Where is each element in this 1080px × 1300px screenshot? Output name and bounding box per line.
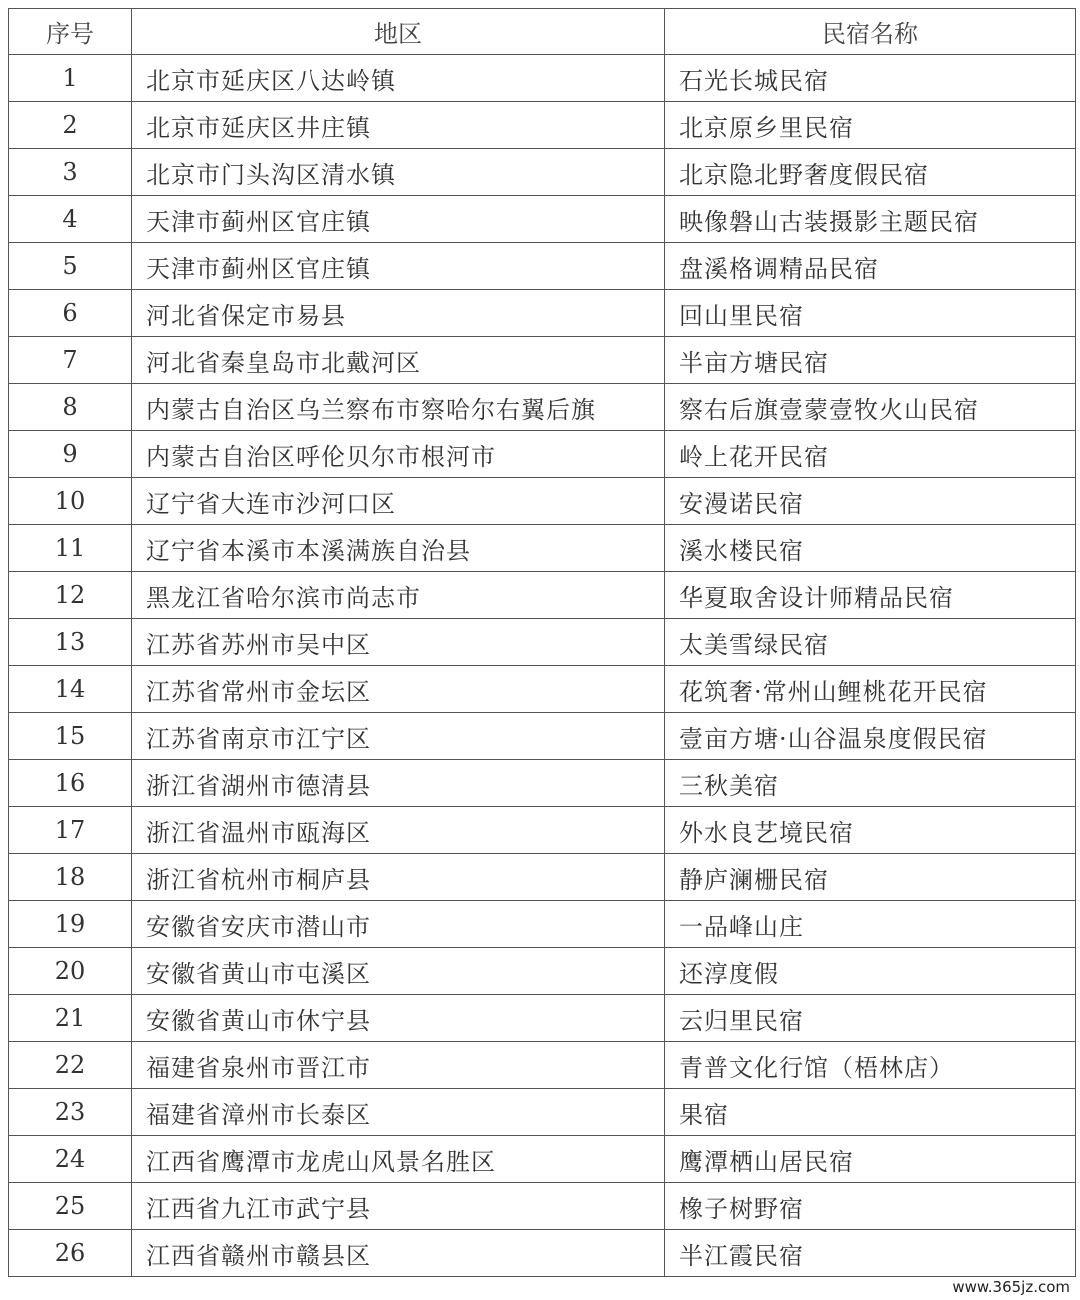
row-homestay-name-cell: 还淳度假 xyxy=(665,948,1076,995)
table-row xyxy=(9,337,1076,384)
row-homestay-name-cell: 一品峰山庄 xyxy=(665,901,1076,948)
table-row xyxy=(9,149,1076,196)
table-row xyxy=(9,948,1076,995)
row-index-cell: 10 xyxy=(9,478,132,525)
table-row xyxy=(9,760,1076,807)
row-index-cell: 25 xyxy=(9,1183,132,1230)
row-index-cell: 1 xyxy=(9,55,132,102)
row-index-cell: 5 xyxy=(9,243,132,290)
row-region-cell: 河北省保定市易县 xyxy=(132,290,665,337)
row-index-cell: 17 xyxy=(9,807,132,854)
row-homestay-name-cell: 果宿 xyxy=(665,1089,1076,1136)
row-index-cell: 9 xyxy=(9,431,132,478)
row-homestay-name-cell: 察右后旗壹蒙壹牧火山民宿 xyxy=(665,384,1076,431)
row-index-cell: 4 xyxy=(9,196,132,243)
row-region-cell: 浙江省杭州市桐庐县 xyxy=(132,854,665,901)
row-region-cell: 北京市延庆区井庄镇 xyxy=(132,102,665,149)
row-index-cell: 26 xyxy=(9,1230,132,1277)
row-index-cell: 8 xyxy=(9,384,132,431)
table-row xyxy=(9,102,1076,149)
row-index-cell: 7 xyxy=(9,337,132,384)
row-homestay-name-cell: 橡子树野宿 xyxy=(665,1183,1076,1230)
row-region-cell: 天津市蓟州区官庄镇 xyxy=(132,196,665,243)
row-homestay-name-cell: 盘溪格调精品民宿 xyxy=(665,243,1076,290)
row-region-cell: 福建省泉州市晋江市 xyxy=(132,1042,665,1089)
row-homestay-name-cell: 岭上花开民宿 xyxy=(665,431,1076,478)
row-region-cell: 安徽省黄山市屯溪区 xyxy=(132,948,665,995)
row-region-cell: 内蒙古自治区乌兰察布市察哈尔右翼后旗 xyxy=(132,384,665,431)
row-homestay-name-cell: 壹亩方塘·山谷温泉度假民宿 xyxy=(665,713,1076,760)
row-region-cell: 北京市门头沟区清水镇 xyxy=(132,149,665,196)
row-region-cell: 江西省九江市武宁县 xyxy=(132,1183,665,1230)
row-region-cell: 天津市蓟州区官庄镇 xyxy=(132,243,665,290)
row-homestay-name-cell: 北京隐北野奢度假民宿 xyxy=(665,149,1076,196)
table-row xyxy=(9,1089,1076,1136)
table-row xyxy=(9,384,1076,431)
row-index-cell: 16 xyxy=(9,760,132,807)
table-header xyxy=(9,9,1076,55)
table-body xyxy=(9,55,1076,1277)
row-region-cell: 辽宁省本溪市本溪满族自治县 xyxy=(132,525,665,572)
table-row xyxy=(9,55,1076,102)
row-region-cell: 江西省鹰潭市龙虎山风景名胜区 xyxy=(132,1136,665,1183)
table-row xyxy=(9,901,1076,948)
row-homestay-name-cell: 溪水楼民宿 xyxy=(665,525,1076,572)
row-index-cell: 19 xyxy=(9,901,132,948)
row-homestay-name-cell: 安漫诺民宿 xyxy=(665,478,1076,525)
table-row xyxy=(9,619,1076,666)
row-index-cell: 12 xyxy=(9,572,132,619)
row-region-cell: 北京市延庆区八达岭镇 xyxy=(132,55,665,102)
row-region-cell: 内蒙古自治区呼伦贝尔市根河市 xyxy=(132,431,665,478)
table-row xyxy=(9,572,1076,619)
header-row xyxy=(9,9,1076,55)
row-index-cell: 24 xyxy=(9,1136,132,1183)
table-row xyxy=(9,196,1076,243)
row-region-cell: 辽宁省大连市沙河口区 xyxy=(132,478,665,525)
row-region-cell: 江苏省常州市金坛区 xyxy=(132,666,665,713)
row-index-cell: 14 xyxy=(9,666,132,713)
row-index-cell: 3 xyxy=(9,149,132,196)
row-index-cell: 15 xyxy=(9,713,132,760)
row-region-cell: 浙江省温州市瓯海区 xyxy=(132,807,665,854)
row-index-cell: 18 xyxy=(9,854,132,901)
row-homestay-name-cell: 石光长城民宿 xyxy=(665,55,1076,102)
row-homestay-name-cell: 太美雪绿民宿 xyxy=(665,619,1076,666)
table-row xyxy=(9,1183,1076,1230)
row-homestay-name-cell: 花筑奢·常州山鲤桃花开民宿 xyxy=(665,666,1076,713)
homestay-list-table xyxy=(8,8,1076,1277)
table-row xyxy=(9,1042,1076,1089)
row-index-cell: 23 xyxy=(9,1089,132,1136)
table-row xyxy=(9,290,1076,337)
table-row xyxy=(9,243,1076,290)
row-homestay-name-cell: 鹰潭栖山居民宿 xyxy=(665,1136,1076,1183)
row-index-cell: 13 xyxy=(9,619,132,666)
table-row xyxy=(9,525,1076,572)
table-row xyxy=(9,431,1076,478)
row-homestay-name-cell: 映像磐山古装摄影主题民宿 xyxy=(665,196,1076,243)
table-row xyxy=(9,995,1076,1042)
row-index-cell: 20 xyxy=(9,948,132,995)
row-homestay-name-cell: 半亩方塘民宿 xyxy=(665,337,1076,384)
table-row xyxy=(9,854,1076,901)
row-homestay-name-cell: 云归里民宿 xyxy=(665,995,1076,1042)
row-region-cell: 福建省漳州市长泰区 xyxy=(132,1089,665,1136)
table-row xyxy=(9,713,1076,760)
row-region-cell: 江苏省南京市江宁区 xyxy=(132,713,665,760)
row-homestay-name-cell: 半江霞民宿 xyxy=(665,1230,1076,1277)
row-homestay-name-cell: 北京原乡里民宿 xyxy=(665,102,1076,149)
row-homestay-name-cell: 青普文化行馆（梧林店） xyxy=(665,1042,1076,1089)
header-region: 地区 xyxy=(132,9,665,55)
row-region-cell: 河北省秦皇岛市北戴河区 xyxy=(132,337,665,384)
header-homestay-name: 民宿名称 xyxy=(665,9,1076,55)
table-row xyxy=(9,478,1076,525)
row-index-cell: 6 xyxy=(9,290,132,337)
row-index-cell: 22 xyxy=(9,1042,132,1089)
table-row xyxy=(9,1230,1076,1277)
site-watermark: www.365jz.com xyxy=(948,1278,1074,1296)
table-row xyxy=(9,1136,1076,1183)
row-homestay-name-cell: 华夏取舍设计师精品民宿 xyxy=(665,572,1076,619)
row-homestay-name-cell: 三秋美宿 xyxy=(665,760,1076,807)
row-homestay-name-cell: 回山里民宿 xyxy=(665,290,1076,337)
row-region-cell: 江西省赣州市赣县区 xyxy=(132,1230,665,1277)
row-index-cell: 21 xyxy=(9,995,132,1042)
row-index-cell: 11 xyxy=(9,525,132,572)
row-homestay-name-cell: 外水良艺境民宿 xyxy=(665,807,1076,854)
row-region-cell: 浙江省湖州市德清县 xyxy=(132,760,665,807)
row-region-cell: 江苏省苏州市吴中区 xyxy=(132,619,665,666)
row-region-cell: 安徽省黄山市休宁县 xyxy=(132,995,665,1042)
row-index-cell: 2 xyxy=(9,102,132,149)
table-row xyxy=(9,807,1076,854)
row-region-cell: 安徽省安庆市潜山市 xyxy=(132,901,665,948)
table-row xyxy=(9,666,1076,713)
row-homestay-name-cell: 静庐澜栅民宿 xyxy=(665,854,1076,901)
header-index: 序号 xyxy=(9,9,132,55)
row-region-cell: 黑龙江省哈尔滨市尚志市 xyxy=(132,572,665,619)
